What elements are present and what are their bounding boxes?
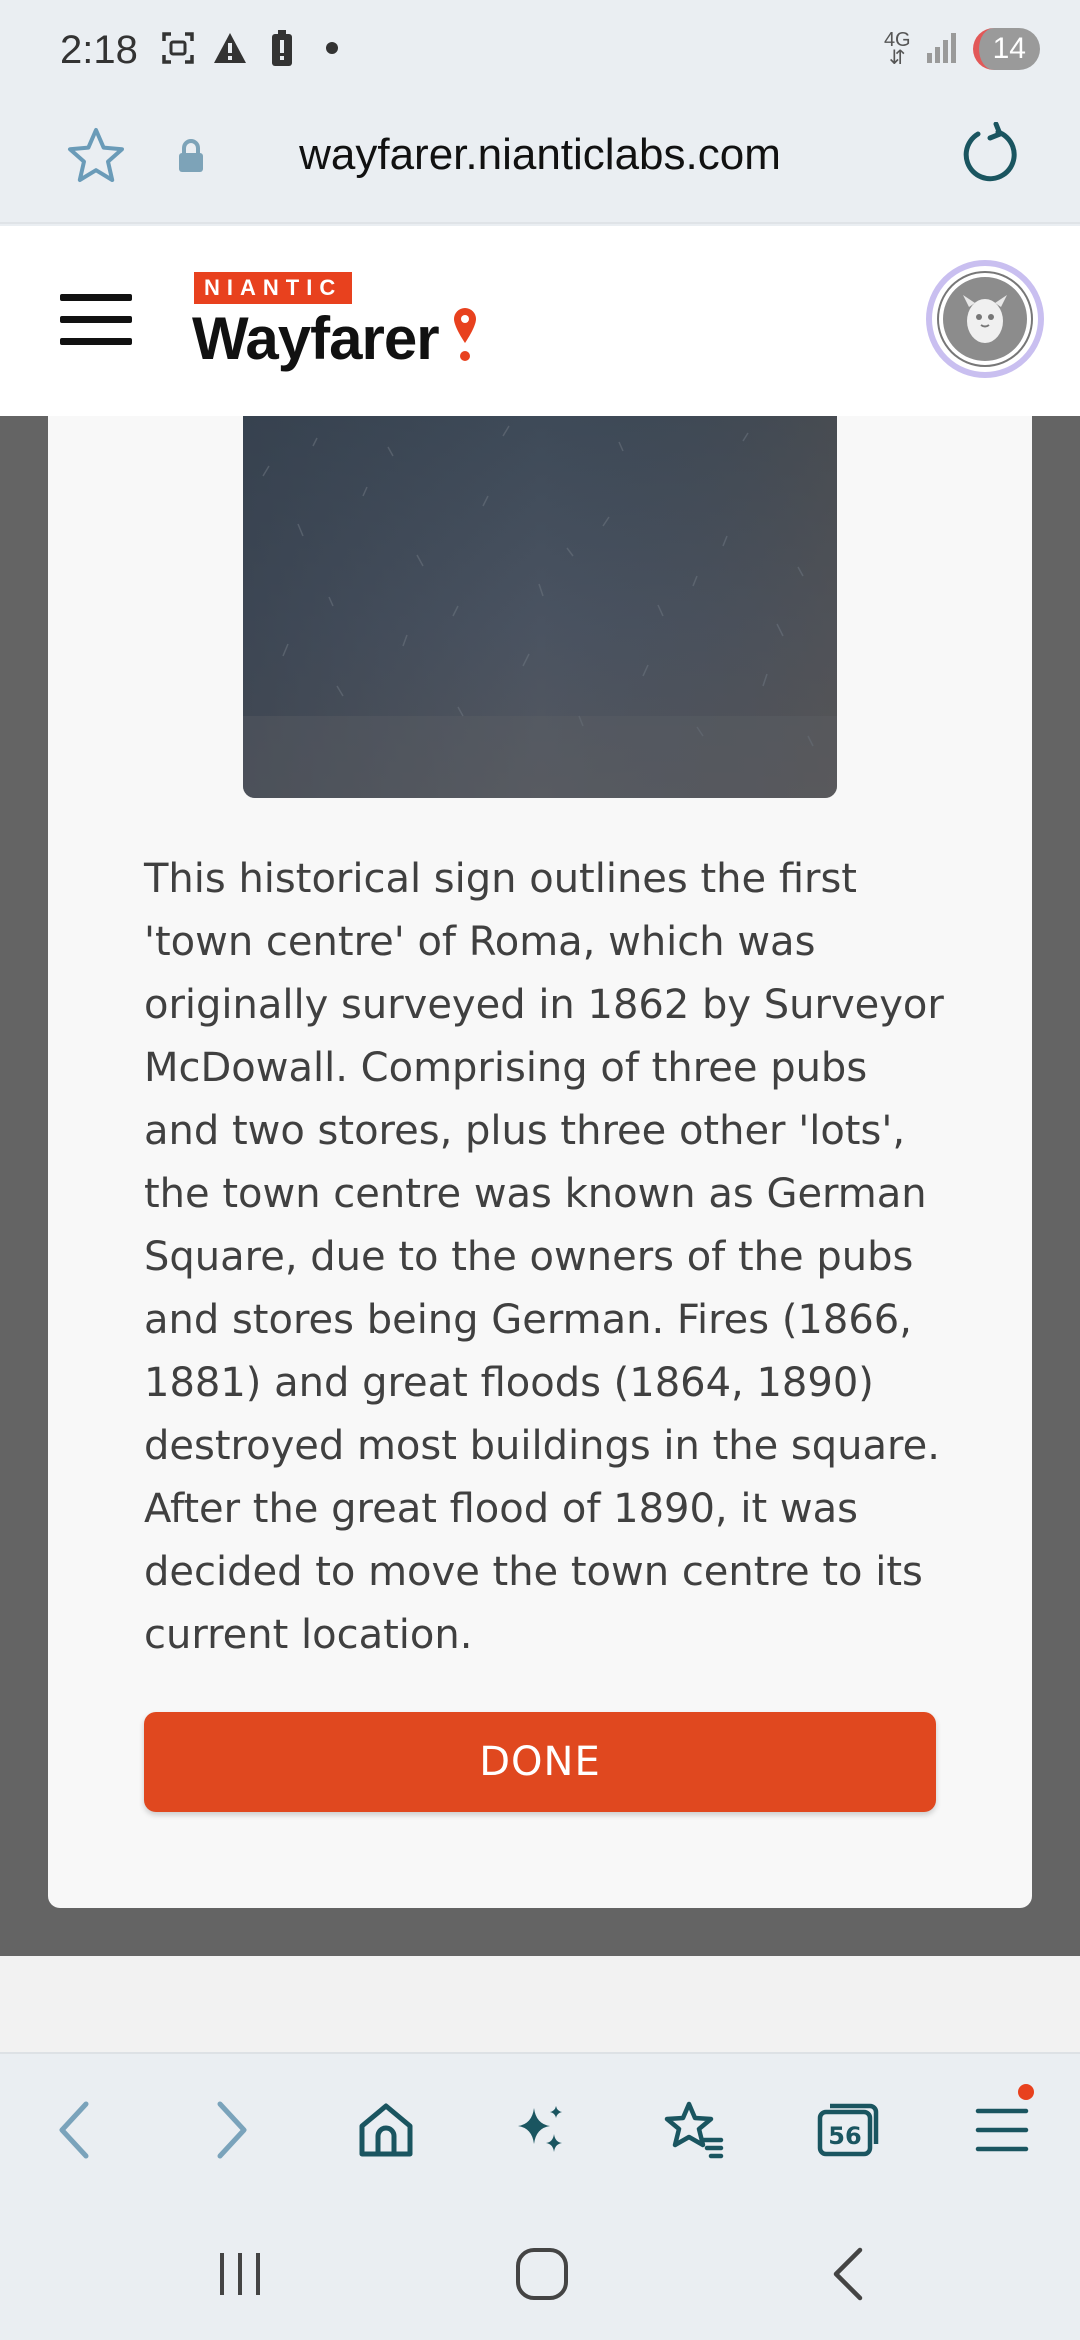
network-label: 4G xyxy=(883,29,911,51)
back-nav-icon[interactable] xyxy=(818,2244,878,2304)
back-icon[interactable] xyxy=(38,2094,110,2166)
system-navigation xyxy=(0,2200,1080,2340)
reload-icon[interactable] xyxy=(956,122,1020,190)
site-header xyxy=(0,226,1080,416)
browser-toolbar xyxy=(0,2052,1080,2200)
menu-notification-dot xyxy=(1018,2084,1034,2100)
submission-photo xyxy=(243,416,837,798)
signal-icon xyxy=(925,31,959,67)
niantic-logo: NIANTIC xyxy=(194,272,352,304)
user-avatar[interactable] xyxy=(926,260,1044,378)
tabs-icon[interactable] xyxy=(812,2094,884,2166)
screenshot-icon xyxy=(160,30,196,66)
network-indicator xyxy=(884,31,911,67)
battery-alert-icon xyxy=(264,30,300,66)
map-pin-icon xyxy=(452,306,478,368)
browser-url-bar xyxy=(0,104,1080,224)
warning-icon xyxy=(212,30,248,66)
url-text[interactable]: wayfarer.nianticlabs.com xyxy=(299,130,781,179)
notification-dot xyxy=(326,42,338,54)
home-icon[interactable] xyxy=(350,2094,422,2166)
hamburger-menu-icon[interactable] xyxy=(60,294,132,346)
done-button[interactable]: DONE xyxy=(144,1712,936,1812)
avatar-image xyxy=(939,273,1031,365)
tab-count: 56 xyxy=(828,2122,862,2150)
status-right xyxy=(884,28,1040,70)
forward-icon[interactable] xyxy=(196,2094,268,2166)
battery-indicator: 14 xyxy=(973,28,1040,70)
description-text: This historical sign outlines the first 'town centre' of Roma, which was originally surveyed in 1862 by Surveyor McDowall. Comprising of three pubs and two stores, plus three other 'lots', the town centre was known as German Square, due to the owners of the pubs and stores being German. Fires (1866, 1881) and great floods (1864, 1890) destroyed most buildings in the square. After the great flood of 1890, it was decided to move the town centre to its current location. xyxy=(144,856,944,1658)
status-time: 2:18 xyxy=(60,28,138,72)
wayfarer-logo: Wayfarer xyxy=(192,305,439,372)
recents-icon[interactable] xyxy=(210,2244,270,2304)
bookmarks-icon[interactable] xyxy=(658,2094,730,2166)
sparkle-icon[interactable] xyxy=(504,2094,576,2166)
data-arrows-icon: ⇵ xyxy=(888,47,906,69)
home-circle-icon[interactable] xyxy=(512,2244,572,2304)
status-bar xyxy=(0,0,1080,104)
status-icons xyxy=(160,30,338,66)
page-footer-area xyxy=(0,1956,1080,2052)
menu-icon[interactable] xyxy=(966,2094,1038,2166)
